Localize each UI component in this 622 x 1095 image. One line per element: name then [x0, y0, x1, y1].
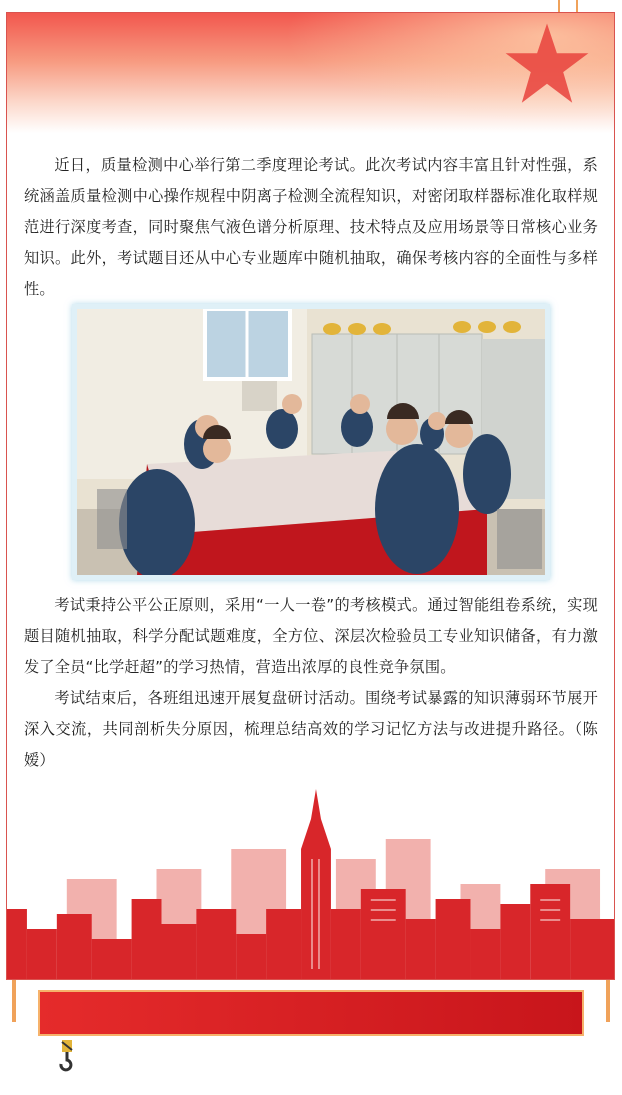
ladder-post-right: [606, 980, 610, 1022]
article-paragraph-1: 近日，质量检测中心举行第二季度理论考试。此次考试内容丰富且针对性强，系统涵盖质量检测中心操作规程中阴离子检测全流程知识，对密闭取样器标准化取样规范进行深度考查，同时聚焦气液色谱分析原理、技术特点及应用场景等日常核心业务知识。此外，考试题目还从中心专业题库中随机抽取，确保考核内容的全面性与多样性。: [24, 156, 598, 298]
article-paragraph-3: 考试结束后，各班组迅速开展复盘研讨活动。围绕考试暴露的知识薄弱环节展开深入交流，共同剖析失分原因，梳理总结高效的学习记忆方法与改进提升路径。（陈嫒）: [24, 689, 598, 769]
exam-room-illustration: [77, 309, 545, 575]
ladder-decoration-top: [558, 0, 578, 12]
article-body: [24, 150, 598, 305]
crane-hook-icon: [56, 1040, 78, 1072]
star-icon: [502, 19, 592, 109]
bottom-ribbon: [38, 990, 584, 1036]
exam-photo: [77, 309, 545, 575]
top-banner: [7, 13, 614, 133]
ladder-post-left: [12, 980, 16, 1022]
article-paragraph-2: 考试秉持公平公正原则，采用“一人一卷”的考核模式。通过智能组卷系统，实现题目随机抽取，科学分配试题难度，全方位、深层次检验员工专业知识储备，有力激发了全员“比学赶超”的学习热情，营造出浓厚的良性竞争氛围。: [24, 596, 598, 676]
exam-photo-frame: [72, 304, 550, 580]
city-skyline-decoration: [7, 789, 614, 979]
article-body-continued: [24, 590, 598, 776]
